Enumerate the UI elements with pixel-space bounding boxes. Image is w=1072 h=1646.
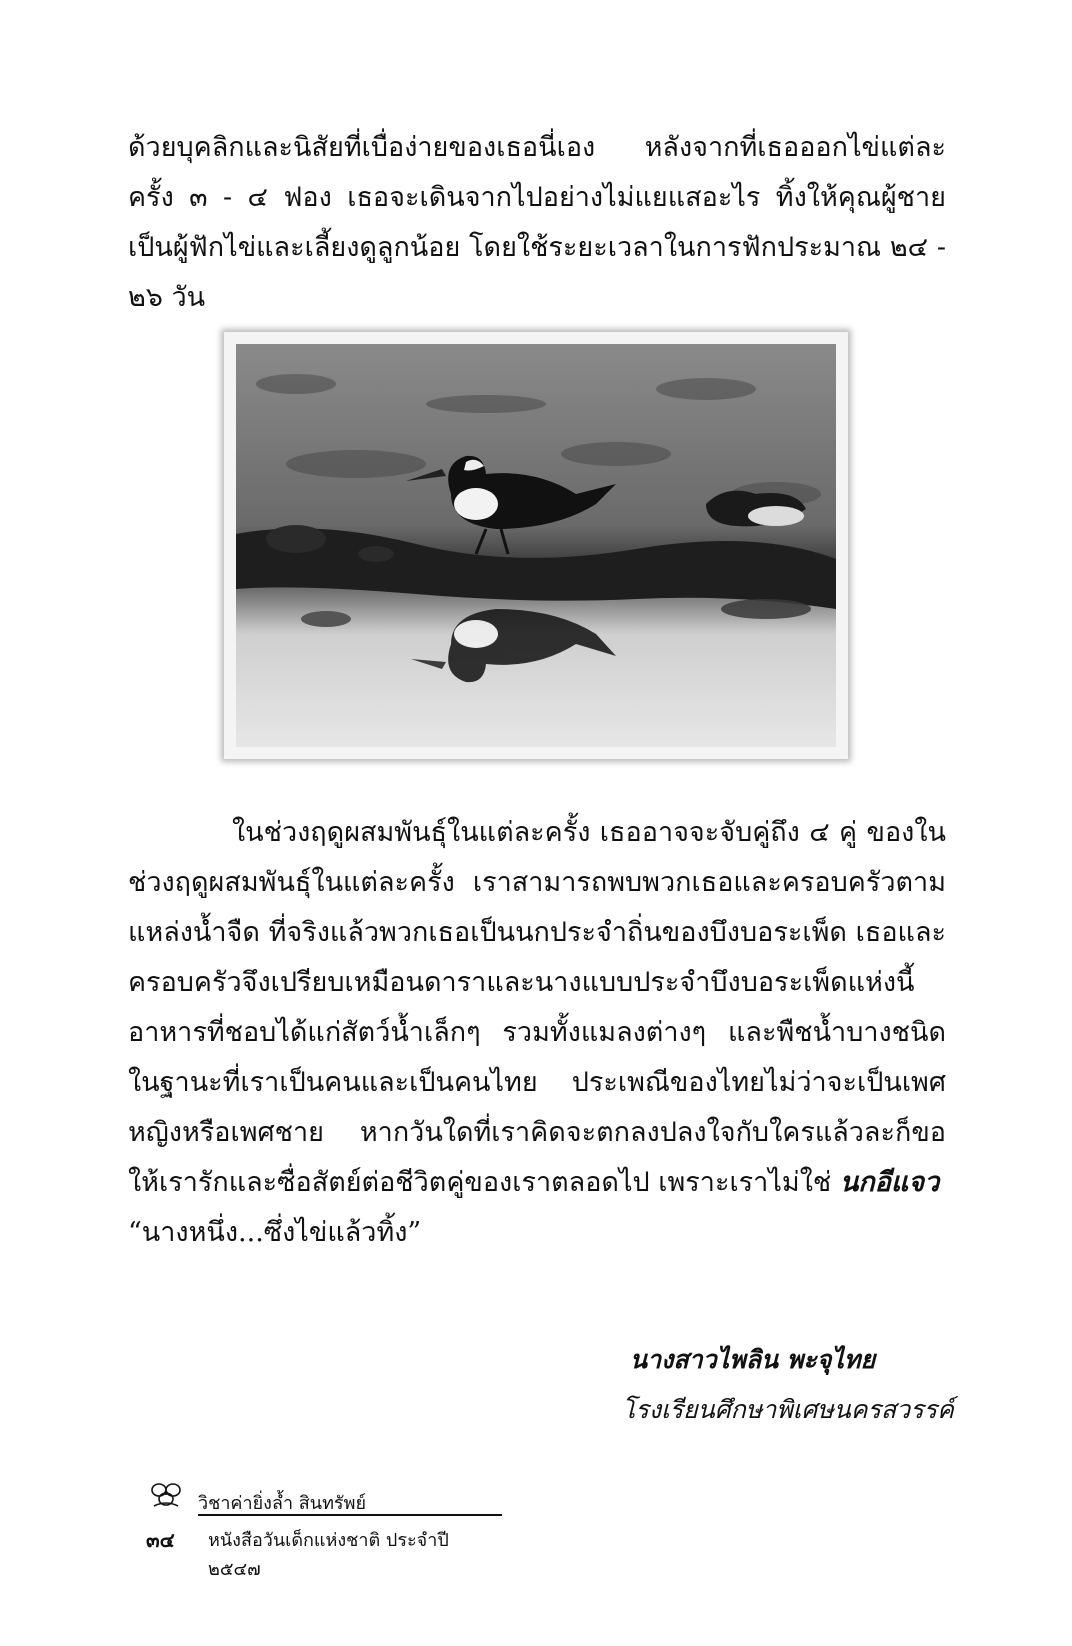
paragraph-main-text: ในช่วงฤดูผสมพันธุ์ในแต่ละครั้ง เธออาจจะจับคู่ถึง ๔ คู่ ของในช่วงฤดูผสมพันธุ์ในแต่ละครั้ง เราสามารถพบพวกเธอและครอบครัวตามแหล่งน้ำจืด ที่จริงแล้วพวกเธอเป็นนกประจำถิ่นของบึงบอระเพ็ด เธอและครอบครัวจึงเปรียบเหมือนดาราและนางแบบประจำบึงบอระเพ็ดแห่งนี้ อาหารที่ชอบได้แก่สัตว์น้ำเล็กๆ รวมทั้งแมลงต่างๆ และพืชน้ำบางชนิด ในฐานะที่เราเป็นคนและเป็นคนไทย ประเพณีของไทยไม่ว่าจะเป็นเพศหญิงหรือเพศชาย หากวันใดที่เราคิดจะตกลงปลงใจกับใครแล้วละก็ขอให้เรารักและซื่อสัตย์ต่อชีวิตคู่ของเราตลอดไป เพราะเราไม่ใช่	[128, 817, 946, 1198]
footer-series-title: วิชาค่ายิ่งล้ำ สินทรัพย์	[198, 1493, 367, 1514]
paragraph-main	[128, 808, 946, 1258]
page-footer	[146, 1480, 506, 1580]
footer-divider	[198, 1514, 502, 1516]
footer-book-title: หนังสือวันเด็กแห่งชาติ ประจำปี ๒๕๔๗	[208, 1530, 449, 1580]
flower-logo-icon	[146, 1480, 186, 1512]
author-name: นางสาวไพลิน พะจุไทย	[630, 1345, 876, 1374]
bird-photo	[236, 344, 836, 747]
page-number: ๓๔	[146, 1528, 175, 1552]
paragraph-intro: ด้วยบุคลิกและนิสัยที่เบื่อง่ายของเธอนี่เอง หลังจากที่เธอออกไข่แต่ละครั้ง ๓ - ๔ ฟอง เธอจะเดินจากไปอย่างไม่แยแสอะไร ทิ้งให้คุณผู้ชายเป็นผู้ฟักไข่และเลี้ยงดูลูกน้อย โดยใช้ระยะเวลาในการฟักประมาณ ๒๔ - ๒๖ วัน	[128, 132, 946, 313]
closing-quote: “นางหนึ่ง...ซึ่งไข่แล้วทิ้ง”	[128, 1217, 422, 1248]
bird-photo-frame	[224, 332, 848, 759]
emphasis-bird-name: นกอีแจว	[839, 1167, 940, 1198]
author-school: โรงเรียนศึกษาพิเศษนครสวรรค์	[622, 1395, 954, 1424]
